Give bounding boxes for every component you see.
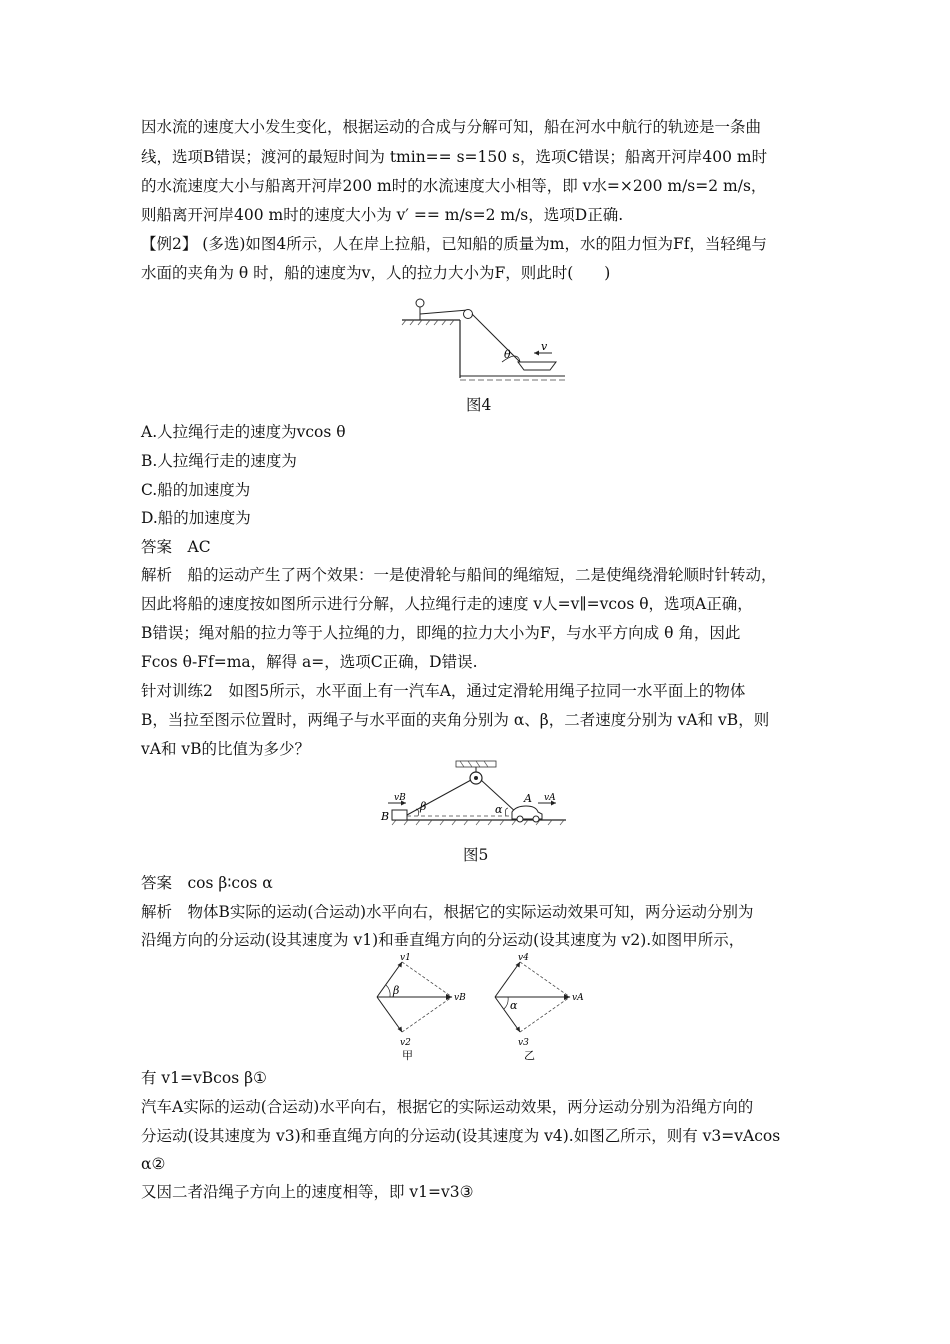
analysis-line: 沿绳方向的分运动(设其速度为 v1)和垂直绳方向的分运动(设其速度为 v2).如图甲所示， (141, 931, 745, 949)
figure-4-diagram (400, 290, 570, 385)
option-c: C.船的加速度为 (141, 481, 251, 499)
beta-label: β (420, 800, 427, 813)
text-line: 水面的夹角为 θ 时，船的速度为v，人的拉力大小为F，则此时( ) (141, 264, 611, 282)
analysis-line: B错误；绳对船的拉力等于人拉绳的力，即绳的拉力大小为F，与水平方向成 θ 角，因此 (141, 624, 741, 642)
vb-label: vB (454, 993, 466, 1003)
figure-jia-caption: 甲 (402, 1049, 413, 1062)
figure-yi-diagram (490, 952, 598, 1062)
text-line: 的水流速度大小与船离开河岸200 m时的水流速度大小相等，即 v水=×200 m/s=2 m/s， (141, 177, 767, 195)
option-d: D.船的加速度为 (141, 509, 251, 527)
v4-label: v4 (518, 953, 529, 963)
analysis-line: 解析 物体B实际的运动(合运动)水平向右，根据它的实际运动效果可知，两分运动分别为 (141, 903, 754, 921)
option-a: A.人拉绳行走的速度为vcos θ (141, 423, 346, 441)
figure-4-caption: 图4 (466, 396, 492, 414)
text-line: 线，选项B错误；渡河的最短时间为 tmin== s=150 s，选项C错误；船离开河岸400 m时 (141, 148, 768, 166)
text-line: 因水流的速度大小发生变化，根据运动的合成与分解可知，船在河水中航行的轨迹是一条曲 (141, 118, 762, 136)
label-b: B (381, 810, 390, 823)
analysis-line: α② (141, 1155, 166, 1173)
figure-yi-caption: 乙 (524, 1049, 535, 1062)
label-va: vA (544, 793, 556, 803)
option-b: B.人拉绳行走的速度为 (141, 452, 297, 470)
alpha-label: α (510, 999, 518, 1012)
equation-3: 又因二者沿绳子方向上的速度相等，即 v1=v3③ (141, 1183, 474, 1201)
alpha-label: α (495, 803, 503, 816)
v2-label: v2 (400, 1038, 411, 1048)
label-a: A (524, 792, 532, 805)
figure-5-caption: 图5 (463, 846, 489, 864)
analysis-line: 汽车A实际的运动(合运动)水平向右，根据它的实际运动效果，两分运动分别为沿绳方向的 (141, 1098, 754, 1116)
text-line: vA和 vB的比值为多少？ (141, 740, 311, 758)
equation-1: 有 v1=vBcos β① (141, 1069, 267, 1087)
v1-label: v1 (400, 953, 411, 963)
v3-label: v3 (518, 1038, 529, 1048)
analysis-line: Fcos θ-Ff=ma，解得 a=，选项C正确，D错误. (141, 653, 478, 671)
beta-label: β (393, 984, 400, 997)
analysis-line: 因此将船的速度按如图所示进行分解，人拉绳行走的速度 v人=v∥=vcos θ，选项A正确， (141, 595, 753, 613)
drill-2-heading: 针对训练2 如图5所示，水平面上有一汽车A，通过定滑轮用绳子拉同一水平面上的物体 (141, 682, 746, 700)
theta-label: θ (504, 348, 511, 361)
analysis-line: 解析 船的运动产生了两个效果：一是使滑轮与船间的绳缩短，二是使绳绕滑轮顺时针转动， (141, 566, 777, 584)
figure-5-diagram (378, 758, 574, 838)
label-vb: vB (394, 793, 406, 803)
analysis-line: 分运动(设其速度为 v3)和垂直绳方向的分运动(设其速度为 v4).如图乙所示，则有 v3=vAcos (141, 1127, 781, 1145)
figure-jia-diagram (372, 952, 480, 1062)
example-2-heading: 【例2】 (多选)如图4所示，人在岸上拉船，已知船的质量为m，水的阻力恒为Ff，当轻绳与 (141, 235, 767, 253)
text-line: 则船离开河岸400 m时的速度大小为 v′ == m/s=2 m/s，选项D正确. (141, 206, 624, 224)
va-label: vA (572, 993, 584, 1003)
answer-2: 答案 cos β∶cos α (141, 874, 273, 892)
text-line: B，当拉至图示位置时，两绳子与水平面的夹角分别为 α、β，二者速度分别为 vA和 vB，则 (141, 711, 770, 729)
velocity-label: v (541, 340, 548, 353)
answer-1: 答案 AC (141, 538, 211, 556)
